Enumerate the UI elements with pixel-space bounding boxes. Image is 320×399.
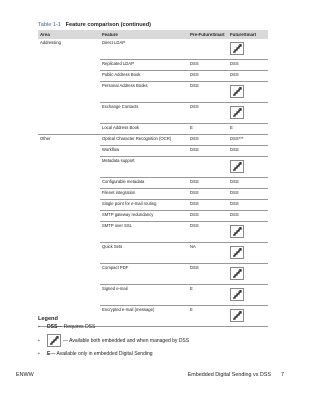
cell-area bbox=[38, 60, 100, 71]
cell-feature: Exchange Contacts bbox=[100, 103, 188, 124]
cell-pre-futuresmart: DSS bbox=[188, 189, 228, 200]
cell-feature: Personal Address Books bbox=[100, 82, 188, 103]
footer-section-title: Embedded Digital Sending vs DSS bbox=[187, 372, 271, 378]
cell-area bbox=[38, 82, 100, 103]
cell-futuresmart: DSS bbox=[228, 71, 268, 82]
table-row bbox=[38, 211, 268, 222]
cell-area bbox=[38, 146, 100, 157]
cell-feature: Local Address Book bbox=[100, 124, 188, 135]
legend-dss-code: DSS bbox=[47, 324, 58, 330]
staircase-icon bbox=[230, 225, 244, 238]
table-row bbox=[38, 146, 268, 157]
table-row bbox=[38, 82, 268, 103]
cell-feature: Metadata support bbox=[100, 157, 188, 178]
legend-title: Legend bbox=[38, 316, 58, 322]
cell-feature: Public Address Book bbox=[100, 71, 188, 82]
cell-pre-futuresmart bbox=[188, 39, 228, 60]
cell-pre-futuresmart: DSS bbox=[188, 60, 228, 71]
staircase-icon bbox=[47, 334, 61, 347]
bullet-icon: ▪ bbox=[38, 324, 40, 330]
cell-futuresmart: DSS bbox=[228, 178, 268, 189]
cell-pre-futuresmart: E bbox=[188, 306, 228, 327]
staircase-icon bbox=[230, 246, 244, 259]
cell-feature: Configurable metadata bbox=[100, 178, 188, 189]
cell-area bbox=[38, 124, 100, 135]
table-row bbox=[38, 200, 268, 211]
cell-futuresmart: DSS bbox=[228, 211, 268, 222]
feature-comparison-table bbox=[38, 30, 268, 327]
staircase-icon bbox=[230, 106, 244, 119]
cell-area bbox=[38, 264, 100, 285]
cell-futuresmart bbox=[228, 103, 268, 124]
legend-item-icon bbox=[38, 334, 268, 347]
cell-pre-futuresmart: DSS bbox=[188, 135, 228, 146]
cell-feature: SMTP over SSL bbox=[100, 222, 188, 243]
cell-pre-futuresmart: DSS bbox=[188, 222, 228, 243]
staircase-icon bbox=[230, 288, 244, 301]
cell-pre-futuresmart: DSS bbox=[188, 211, 228, 222]
staircase-icon bbox=[230, 42, 244, 55]
cell-area bbox=[38, 189, 100, 200]
cell-area bbox=[38, 211, 100, 222]
legend-item-dss bbox=[38, 324, 268, 330]
cell-pre-futuresmart: E bbox=[188, 124, 228, 135]
cell-area bbox=[38, 71, 100, 82]
legend-item-e bbox=[38, 351, 268, 357]
table-row bbox=[38, 60, 268, 71]
cell-area bbox=[38, 222, 100, 243]
cell-feature: Encrypted e-mail (message) bbox=[100, 306, 188, 327]
table-number: Table 1-1 bbox=[38, 22, 62, 28]
footer-right bbox=[188, 372, 284, 378]
table-row bbox=[38, 178, 268, 189]
cell-area bbox=[38, 200, 100, 211]
cell-feature: Workflow bbox=[100, 146, 188, 157]
cell-futuresmart bbox=[228, 82, 268, 103]
staircase-icon bbox=[230, 267, 244, 280]
cell-pre-futuresmart: DSS bbox=[188, 146, 228, 157]
bullet-icon: ▪ bbox=[38, 351, 40, 357]
table-caption bbox=[38, 22, 151, 28]
table-row bbox=[38, 222, 268, 243]
cell-feature: Optical Character Recognition (OCR) bbox=[100, 135, 188, 146]
cell-pre-futuresmart: DSS bbox=[188, 200, 228, 211]
cell-futuresmart: DSS bbox=[228, 200, 268, 211]
table-row bbox=[38, 264, 268, 285]
table-title: Feature comparison (continued) bbox=[65, 22, 152, 28]
cell-futuresmart bbox=[228, 39, 268, 60]
footer-left: ENWW bbox=[16, 372, 34, 378]
cell-futuresmart: DSS*** bbox=[228, 135, 268, 146]
cell-futuresmart: DSS bbox=[228, 146, 268, 157]
cell-pre-futuresmart bbox=[188, 157, 228, 178]
table-row bbox=[38, 124, 268, 135]
cell-area bbox=[38, 243, 100, 264]
cell-futuresmart bbox=[228, 285, 268, 306]
legend-e-code: E bbox=[47, 351, 51, 357]
page-number: 7 bbox=[281, 372, 284, 378]
cell-feature: SMTP gateway redundancy bbox=[100, 211, 188, 222]
cell-pre-futuresmart: DSS bbox=[188, 82, 228, 103]
cell-pre-futuresmart: DSS bbox=[188, 264, 228, 285]
column-header-pre-futuresmart: Pre-FutureSmart bbox=[188, 30, 228, 39]
cell-futuresmart bbox=[228, 157, 268, 178]
cell-feature: Quick Sets bbox=[100, 243, 188, 264]
cell-feature: Replicated LDAP bbox=[100, 60, 188, 71]
cell-feature: Signed e-mail bbox=[100, 285, 188, 306]
column-header-feature: Feature bbox=[100, 30, 188, 39]
cell-pre-futuresmart: E bbox=[188, 285, 228, 306]
cell-futuresmart: DSS bbox=[228, 60, 268, 71]
cell-feature: Single point for e-mail routing bbox=[100, 200, 188, 211]
cell-pre-futuresmart: DSS bbox=[188, 103, 228, 124]
table-row bbox=[38, 39, 268, 60]
column-header-area: Area bbox=[38, 30, 100, 39]
table-row bbox=[38, 157, 268, 178]
cell-futuresmart bbox=[228, 264, 268, 285]
cell-area: Addressing bbox=[40, 39, 61, 45]
cell-feature: Compact PDF bbox=[100, 264, 188, 285]
staircase-icon bbox=[230, 309, 244, 322]
legend bbox=[38, 324, 268, 361]
table-row bbox=[38, 189, 268, 200]
legend-dss-text: — Requires DSS bbox=[57, 324, 96, 330]
cell-area bbox=[38, 285, 100, 306]
legend-icon-text: — Available both embedded and when managed by DSS bbox=[63, 337, 190, 344]
legend-e-text: — Available only in embedded Digital Sending bbox=[50, 351, 153, 357]
cell-futuresmart: DSS bbox=[228, 189, 268, 200]
staircase-icon bbox=[230, 160, 244, 173]
cell-area bbox=[38, 157, 100, 178]
column-header-futuresmart: FutureSmart bbox=[228, 30, 268, 39]
table-row bbox=[38, 285, 268, 306]
cell-futuresmart: E bbox=[228, 124, 268, 135]
table-row bbox=[38, 103, 268, 124]
table-header-row bbox=[38, 30, 268, 39]
cell-futuresmart bbox=[228, 222, 268, 243]
cell-feature: Direct LDAP bbox=[100, 39, 188, 60]
staircase-icon bbox=[230, 85, 244, 98]
cell-area bbox=[38, 103, 100, 124]
bullet-icon: ▪ bbox=[38, 337, 40, 344]
table-row bbox=[38, 135, 268, 146]
cell-pre-futuresmart: DSS bbox=[188, 178, 228, 189]
cell-pre-futuresmart: DSS bbox=[188, 71, 228, 82]
table-row bbox=[38, 71, 268, 82]
cell-futuresmart bbox=[228, 243, 268, 264]
cell-area: Other bbox=[40, 135, 51, 141]
cell-pre-futuresmart: NA bbox=[188, 243, 228, 264]
table-row bbox=[38, 243, 268, 264]
cell-area bbox=[38, 178, 100, 189]
cell-feature: Filenet integration bbox=[100, 189, 188, 200]
